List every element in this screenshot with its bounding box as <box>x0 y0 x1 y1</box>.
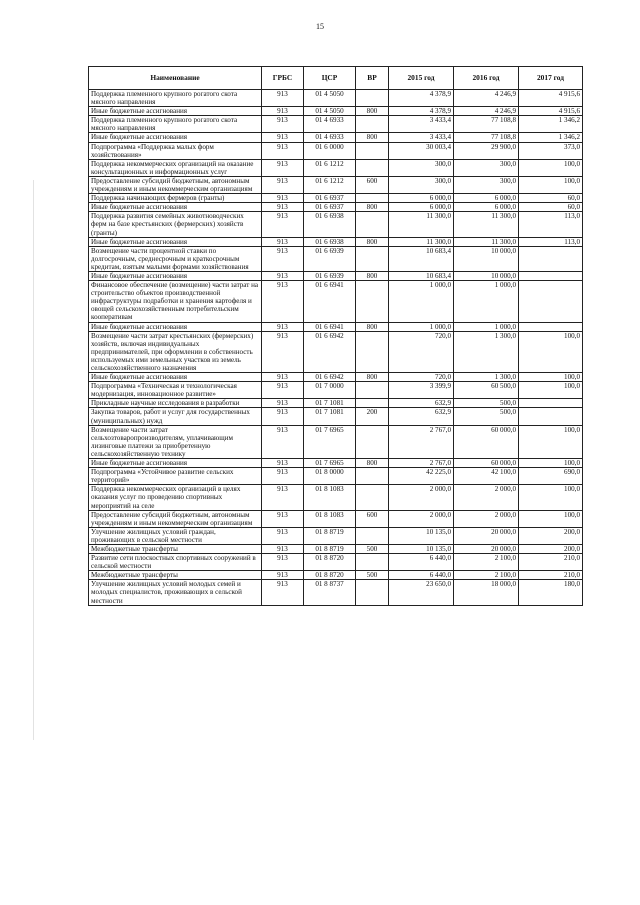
cell-2016: 77 108,8 <box>454 116 519 133</box>
cell-grbs: 913 <box>262 373 304 382</box>
cell-name: Иные бюджетные ассигнования <box>89 373 262 382</box>
cell-2015: 6 000,0 <box>389 203 454 212</box>
cell-2017: 100,0 <box>519 331 583 372</box>
cell-2017: 100,0 <box>519 510 583 527</box>
cell-vr <box>356 142 389 159</box>
table-row <box>89 271 583 280</box>
table-row <box>89 142 583 159</box>
table-row <box>89 203 583 212</box>
cell-csr: 01 4 5050 <box>304 90 356 107</box>
cell-grbs: 913 <box>262 425 304 458</box>
cell-2016: 1 300,0 <box>454 331 519 372</box>
cell-name: Поддержка племенного крупного рогатого скота мясного направления <box>89 90 262 107</box>
cell-2015: 720,0 <box>389 331 454 372</box>
cell-2016: 20 000,0 <box>454 527 519 544</box>
cell-2016: 11 300,0 <box>454 237 519 246</box>
table-row <box>89 459 583 468</box>
cell-csr: 01 6 6938 <box>304 237 356 246</box>
cell-2017 <box>519 408 583 425</box>
cell-2017 <box>519 281 583 322</box>
cell-csr: 01 6 0000 <box>304 142 356 159</box>
cell-vr <box>356 246 389 271</box>
cell-grbs: 913 <box>262 116 304 133</box>
cell-2015: 11 300,0 <box>389 212 454 237</box>
cell-2017: 1 346,2 <box>519 133 583 142</box>
cell-name: Подпрограмма «Поддержка малых форм хозяйствования» <box>89 142 262 159</box>
cell-vr <box>356 485 389 510</box>
page-number: 15 <box>316 22 324 31</box>
cell-csr: 01 7 1081 <box>304 408 356 425</box>
cell-2015: 4 378,9 <box>389 107 454 116</box>
cell-csr: 01 6 6941 <box>304 322 356 331</box>
cell-csr: 01 6 6938 <box>304 212 356 237</box>
cell-2017: 100,0 <box>519 425 583 458</box>
cell-grbs: 913 <box>262 281 304 322</box>
cell-vr: 800 <box>356 107 389 116</box>
cell-name: Поддержка племенного крупного рогатого скота мясного направления <box>89 116 262 133</box>
cell-vr: 800 <box>356 203 389 212</box>
cell-2016: 6 000,0 <box>454 194 519 203</box>
cell-csr: 01 8 8720 <box>304 554 356 571</box>
cell-name: Иные бюджетные ассигнования <box>89 271 262 280</box>
cell-2017: 200,0 <box>519 544 583 553</box>
cell-csr: 01 4 5050 <box>304 107 356 116</box>
cell-2015: 2 000,0 <box>389 510 454 527</box>
table-row <box>89 468 583 485</box>
cell-vr <box>356 382 389 399</box>
cell-name: Поддержка развития семейных животноводческих ферм на базе крестьянских (фермерских) хозяйств (гранты) <box>89 212 262 237</box>
table-row <box>89 527 583 544</box>
cell-2017: 100,0 <box>519 382 583 399</box>
cell-csr: 01 8 8720 <box>304 571 356 580</box>
cell-2016: 1 000,0 <box>454 322 519 331</box>
cell-csr: 01 6 6939 <box>304 246 356 271</box>
cell-2016: 42 100,0 <box>454 468 519 485</box>
cell-grbs: 913 <box>262 408 304 425</box>
cell-name: Возмещение части процентной ставки по долгосрочным, среднесрочным и краткосрочным кредитам, взятым малыми формами хозяйствования <box>89 246 262 271</box>
table-row <box>89 176 583 193</box>
cell-grbs: 913 <box>262 554 304 571</box>
cell-2016: 20 000,0 <box>454 544 519 553</box>
table-row <box>89 571 583 580</box>
cell-csr: 01 7 1081 <box>304 399 356 408</box>
cell-2016: 29 900,0 <box>454 142 519 159</box>
cell-grbs: 913 <box>262 246 304 271</box>
cell-vr <box>356 159 389 176</box>
cell-2017: 690,0 <box>519 468 583 485</box>
cell-vr <box>356 116 389 133</box>
cell-csr: 01 8 0000 <box>304 468 356 485</box>
cell-csr: 01 6 6942 <box>304 373 356 382</box>
cell-2016: 6 000,0 <box>454 203 519 212</box>
cell-vr: 800 <box>356 237 389 246</box>
cell-grbs: 913 <box>262 194 304 203</box>
table-row <box>89 425 583 458</box>
cell-name: Возмещение части затрат крестьянских (фермерских) хозяйств, включая индивидуальных предпринимателей, при оформлении в собственность используемых ими земельных участков из земель сельскохозяйственного назначения <box>89 331 262 372</box>
cell-2016: 11 300,0 <box>454 212 519 237</box>
cell-2016: 2 000,0 <box>454 510 519 527</box>
cell-2016: 77 108,8 <box>454 133 519 142</box>
cell-2016: 500,0 <box>454 399 519 408</box>
header-2015: 2015 год <box>389 67 454 90</box>
cell-2017: 373,0 <box>519 142 583 159</box>
cell-grbs: 913 <box>262 271 304 280</box>
cell-2017: 60,0 <box>519 203 583 212</box>
cell-2016: 1 000,0 <box>454 281 519 322</box>
table-row <box>89 485 583 510</box>
table-row <box>89 212 583 237</box>
cell-csr: 01 4 6933 <box>304 116 356 133</box>
cell-2017: 100,0 <box>519 373 583 382</box>
table-header-row <box>89 67 583 90</box>
cell-2016: 60 000,0 <box>454 425 519 458</box>
table-row <box>89 544 583 553</box>
cell-2015: 2 767,0 <box>389 459 454 468</box>
cell-2017: 210,0 <box>519 571 583 580</box>
cell-csr: 01 6 6937 <box>304 203 356 212</box>
cell-vr <box>356 527 389 544</box>
cell-2015: 1 000,0 <box>389 322 454 331</box>
cell-name: Улучшение жилищных условий молодых семей и молодых специалистов, проживающих в сельской местности <box>89 580 262 605</box>
table-row <box>89 382 583 399</box>
cell-grbs: 913 <box>262 212 304 237</box>
cell-2016: 1 300,0 <box>454 373 519 382</box>
cell-vr: 600 <box>356 510 389 527</box>
cell-name: Межбюджетные трансферты <box>89 571 262 580</box>
cell-2015: 632,9 <box>389 399 454 408</box>
table-row <box>89 194 583 203</box>
table-row <box>89 580 583 605</box>
cell-2017: 4 915,6 <box>519 107 583 116</box>
cell-grbs: 913 <box>262 544 304 553</box>
table-row <box>89 159 583 176</box>
cell-csr: 01 6 6941 <box>304 281 356 322</box>
cell-2015: 3 433,4 <box>389 133 454 142</box>
table-row <box>89 373 583 382</box>
cell-name: Предоставление субсидий бюджетным, автономным учреждениям и иным некоммерческим организациям <box>89 176 262 193</box>
cell-name: Поддержка начинающих фермеров (гранты) <box>89 194 262 203</box>
cell-csr: 01 8 8719 <box>304 544 356 553</box>
cell-vr <box>356 580 389 605</box>
cell-grbs: 913 <box>262 133 304 142</box>
cell-name: Улучшение жилищных условий граждан, проживающих в сельской местности <box>89 527 262 544</box>
cell-grbs: 913 <box>262 485 304 510</box>
cell-2017: 200,0 <box>519 527 583 544</box>
cell-2017: 100,0 <box>519 159 583 176</box>
cell-2015: 6 440,0 <box>389 554 454 571</box>
cell-2015: 11 300,0 <box>389 237 454 246</box>
cell-name: Иные бюджетные ассигнования <box>89 237 262 246</box>
cell-2015: 6 000,0 <box>389 194 454 203</box>
table-body <box>89 90 583 606</box>
cell-2017 <box>519 399 583 408</box>
cell-2015: 4 378,9 <box>389 90 454 107</box>
cell-2016: 300,0 <box>454 176 519 193</box>
header-name: Наименование <box>89 67 262 90</box>
cell-2015: 720,0 <box>389 373 454 382</box>
cell-vr: 800 <box>356 322 389 331</box>
cell-csr: 01 4 6933 <box>304 133 356 142</box>
cell-2016: 2 100,0 <box>454 571 519 580</box>
cell-vr <box>356 425 389 458</box>
cell-2017 <box>519 322 583 331</box>
cell-vr <box>356 281 389 322</box>
cell-grbs: 913 <box>262 159 304 176</box>
table-row <box>89 237 583 246</box>
table-row <box>89 331 583 372</box>
cell-2017: 100,0 <box>519 459 583 468</box>
cell-name: Подпрограмма «Техническая и технологическая модернизация, инновационное развитие» <box>89 382 262 399</box>
table-row <box>89 107 583 116</box>
cell-2017: 180,0 <box>519 580 583 605</box>
cell-grbs: 913 <box>262 399 304 408</box>
cell-2017: 113,0 <box>519 237 583 246</box>
cell-2017: 60,0 <box>519 194 583 203</box>
cell-name: Предоставление субсидий бюджетным, автономным учреждениям и иным некоммерческим организациям <box>89 510 262 527</box>
cell-2016: 4 246,9 <box>454 90 519 107</box>
table-row <box>89 510 583 527</box>
cell-grbs: 913 <box>262 176 304 193</box>
cell-name: Иные бюджетные ассигнования <box>89 107 262 116</box>
cell-vr: 800 <box>356 271 389 280</box>
cell-grbs: 913 <box>262 527 304 544</box>
cell-name: Поддержка некоммерческих организаций в целях оказания услуг по проведению спортивных мероприятий на селе <box>89 485 262 510</box>
table-row <box>89 281 583 322</box>
header-csr: ЦСР <box>304 67 356 90</box>
table-row <box>89 133 583 142</box>
cell-grbs: 913 <box>262 237 304 246</box>
cell-csr: 01 8 1083 <box>304 510 356 527</box>
cell-2015: 2 000,0 <box>389 485 454 510</box>
cell-2017: 113,0 <box>519 212 583 237</box>
cell-vr <box>356 468 389 485</box>
cell-name: Иные бюджетные ассигнования <box>89 459 262 468</box>
cell-name: Иные бюджетные ассигнования <box>89 133 262 142</box>
cell-csr: 01 7 0000 <box>304 382 356 399</box>
cell-2015: 1 000,0 <box>389 281 454 322</box>
cell-2016: 60 500,0 <box>454 382 519 399</box>
cell-2015: 300,0 <box>389 159 454 176</box>
cell-2017: 210,0 <box>519 554 583 571</box>
cell-name: Подпрограмма «Устойчивое развитие сельских территорий» <box>89 468 262 485</box>
cell-grbs: 913 <box>262 142 304 159</box>
cell-name: Развитие сети плоскостных спортивных сооружений в сельской местности <box>89 554 262 571</box>
cell-csr: 01 6 1212 <box>304 159 356 176</box>
cell-name: Закупка товаров, работ и услуг для государственных (муниципальных) нужд <box>89 408 262 425</box>
cell-2016: 60 000,0 <box>454 459 519 468</box>
table-row <box>89 322 583 331</box>
cell-grbs: 913 <box>262 107 304 116</box>
table-row <box>89 554 583 571</box>
cell-2015: 6 440,0 <box>389 571 454 580</box>
cell-vr: 800 <box>356 133 389 142</box>
cell-2017: 100,0 <box>519 485 583 510</box>
cell-2015: 10 683,4 <box>389 271 454 280</box>
cell-2015: 42 225,0 <box>389 468 454 485</box>
table-row <box>89 246 583 271</box>
table-row <box>89 408 583 425</box>
cell-2016: 18 000,0 <box>454 580 519 605</box>
scan-artifact-line <box>33 180 34 740</box>
cell-vr: 200 <box>356 408 389 425</box>
cell-csr: 01 6 1212 <box>304 176 356 193</box>
table-row <box>89 90 583 107</box>
cell-vr <box>356 194 389 203</box>
cell-grbs: 913 <box>262 382 304 399</box>
cell-vr: 800 <box>356 373 389 382</box>
cell-vr: 600 <box>356 176 389 193</box>
cell-grbs: 913 <box>262 90 304 107</box>
cell-csr: 01 7 6965 <box>304 425 356 458</box>
cell-csr: 01 8 1083 <box>304 485 356 510</box>
cell-2016: 10 000,0 <box>454 271 519 280</box>
header-vr: ВР <box>356 67 389 90</box>
cell-grbs: 913 <box>262 331 304 372</box>
cell-vr <box>356 212 389 237</box>
cell-2017: 4 915,6 <box>519 90 583 107</box>
cell-2016: 2 000,0 <box>454 485 519 510</box>
header-2017: 2017 год <box>519 67 583 90</box>
cell-name: Иные бюджетные ассигнования <box>89 322 262 331</box>
cell-csr: 01 6 6937 <box>304 194 356 203</box>
cell-vr <box>356 399 389 408</box>
cell-2015: 3 399,9 <box>389 382 454 399</box>
cell-csr: 01 8 8737 <box>304 580 356 605</box>
table-row <box>89 116 583 133</box>
cell-grbs: 913 <box>262 510 304 527</box>
cell-2017: 100,0 <box>519 176 583 193</box>
cell-2015: 2 767,0 <box>389 425 454 458</box>
cell-vr <box>356 90 389 107</box>
cell-vr: 800 <box>356 459 389 468</box>
table-row <box>89 399 583 408</box>
cell-csr: 01 7 6965 <box>304 459 356 468</box>
cell-vr <box>356 554 389 571</box>
cell-grbs: 913 <box>262 571 304 580</box>
cell-2015: 632,9 <box>389 408 454 425</box>
cell-vr: 500 <box>356 571 389 580</box>
cell-grbs: 913 <box>262 322 304 331</box>
cell-grbs: 913 <box>262 459 304 468</box>
cell-2016: 500,0 <box>454 408 519 425</box>
cell-name: Прикладные научные исследования в разработки <box>89 399 262 408</box>
cell-grbs: 913 <box>262 468 304 485</box>
cell-2015: 10 135,0 <box>389 544 454 553</box>
cell-2017: 1 346,2 <box>519 116 583 133</box>
cell-csr: 01 6 6942 <box>304 331 356 372</box>
cell-2015: 10 683,4 <box>389 246 454 271</box>
cell-2016: 4 246,9 <box>454 107 519 116</box>
cell-csr: 01 8 8719 <box>304 527 356 544</box>
cell-name: Межбюджетные трансферты <box>89 544 262 553</box>
cell-2015: 300,0 <box>389 176 454 193</box>
header-2016: 2016 год <box>454 67 519 90</box>
cell-2017 <box>519 271 583 280</box>
header-grbs: ГРБС <box>262 67 304 90</box>
cell-name: Поддержка некоммерческих организаций на оказание консультационных и информационных услуг <box>89 159 262 176</box>
cell-name: Финансовое обеспечение (возмещение) части затрат на строительство объектов производственной инфраструктуры подработки и хранения картофеля и овощей сельскохозяйственным потребительским кооперативам <box>89 281 262 322</box>
cell-csr: 01 6 6939 <box>304 271 356 280</box>
cell-2016: 10 000,0 <box>454 246 519 271</box>
cell-name: Иные бюджетные ассигнования <box>89 203 262 212</box>
cell-2016: 300,0 <box>454 159 519 176</box>
cell-vr: 500 <box>356 544 389 553</box>
cell-grbs: 913 <box>262 203 304 212</box>
cell-2015: 3 433,4 <box>389 116 454 133</box>
budget-table <box>88 66 583 606</box>
cell-2015: 30 003,4 <box>389 142 454 159</box>
cell-2016: 2 100,0 <box>454 554 519 571</box>
cell-2015: 23 650,0 <box>389 580 454 605</box>
cell-name: Возмещение части затрат сельхозтоваропроизводителям, уплачивающим лизинговые платежи за приобретенную сельскохозяйственную технику <box>89 425 262 458</box>
cell-grbs: 913 <box>262 580 304 605</box>
cell-2017 <box>519 246 583 271</box>
cell-2015: 10 135,0 <box>389 527 454 544</box>
cell-vr <box>356 331 389 372</box>
